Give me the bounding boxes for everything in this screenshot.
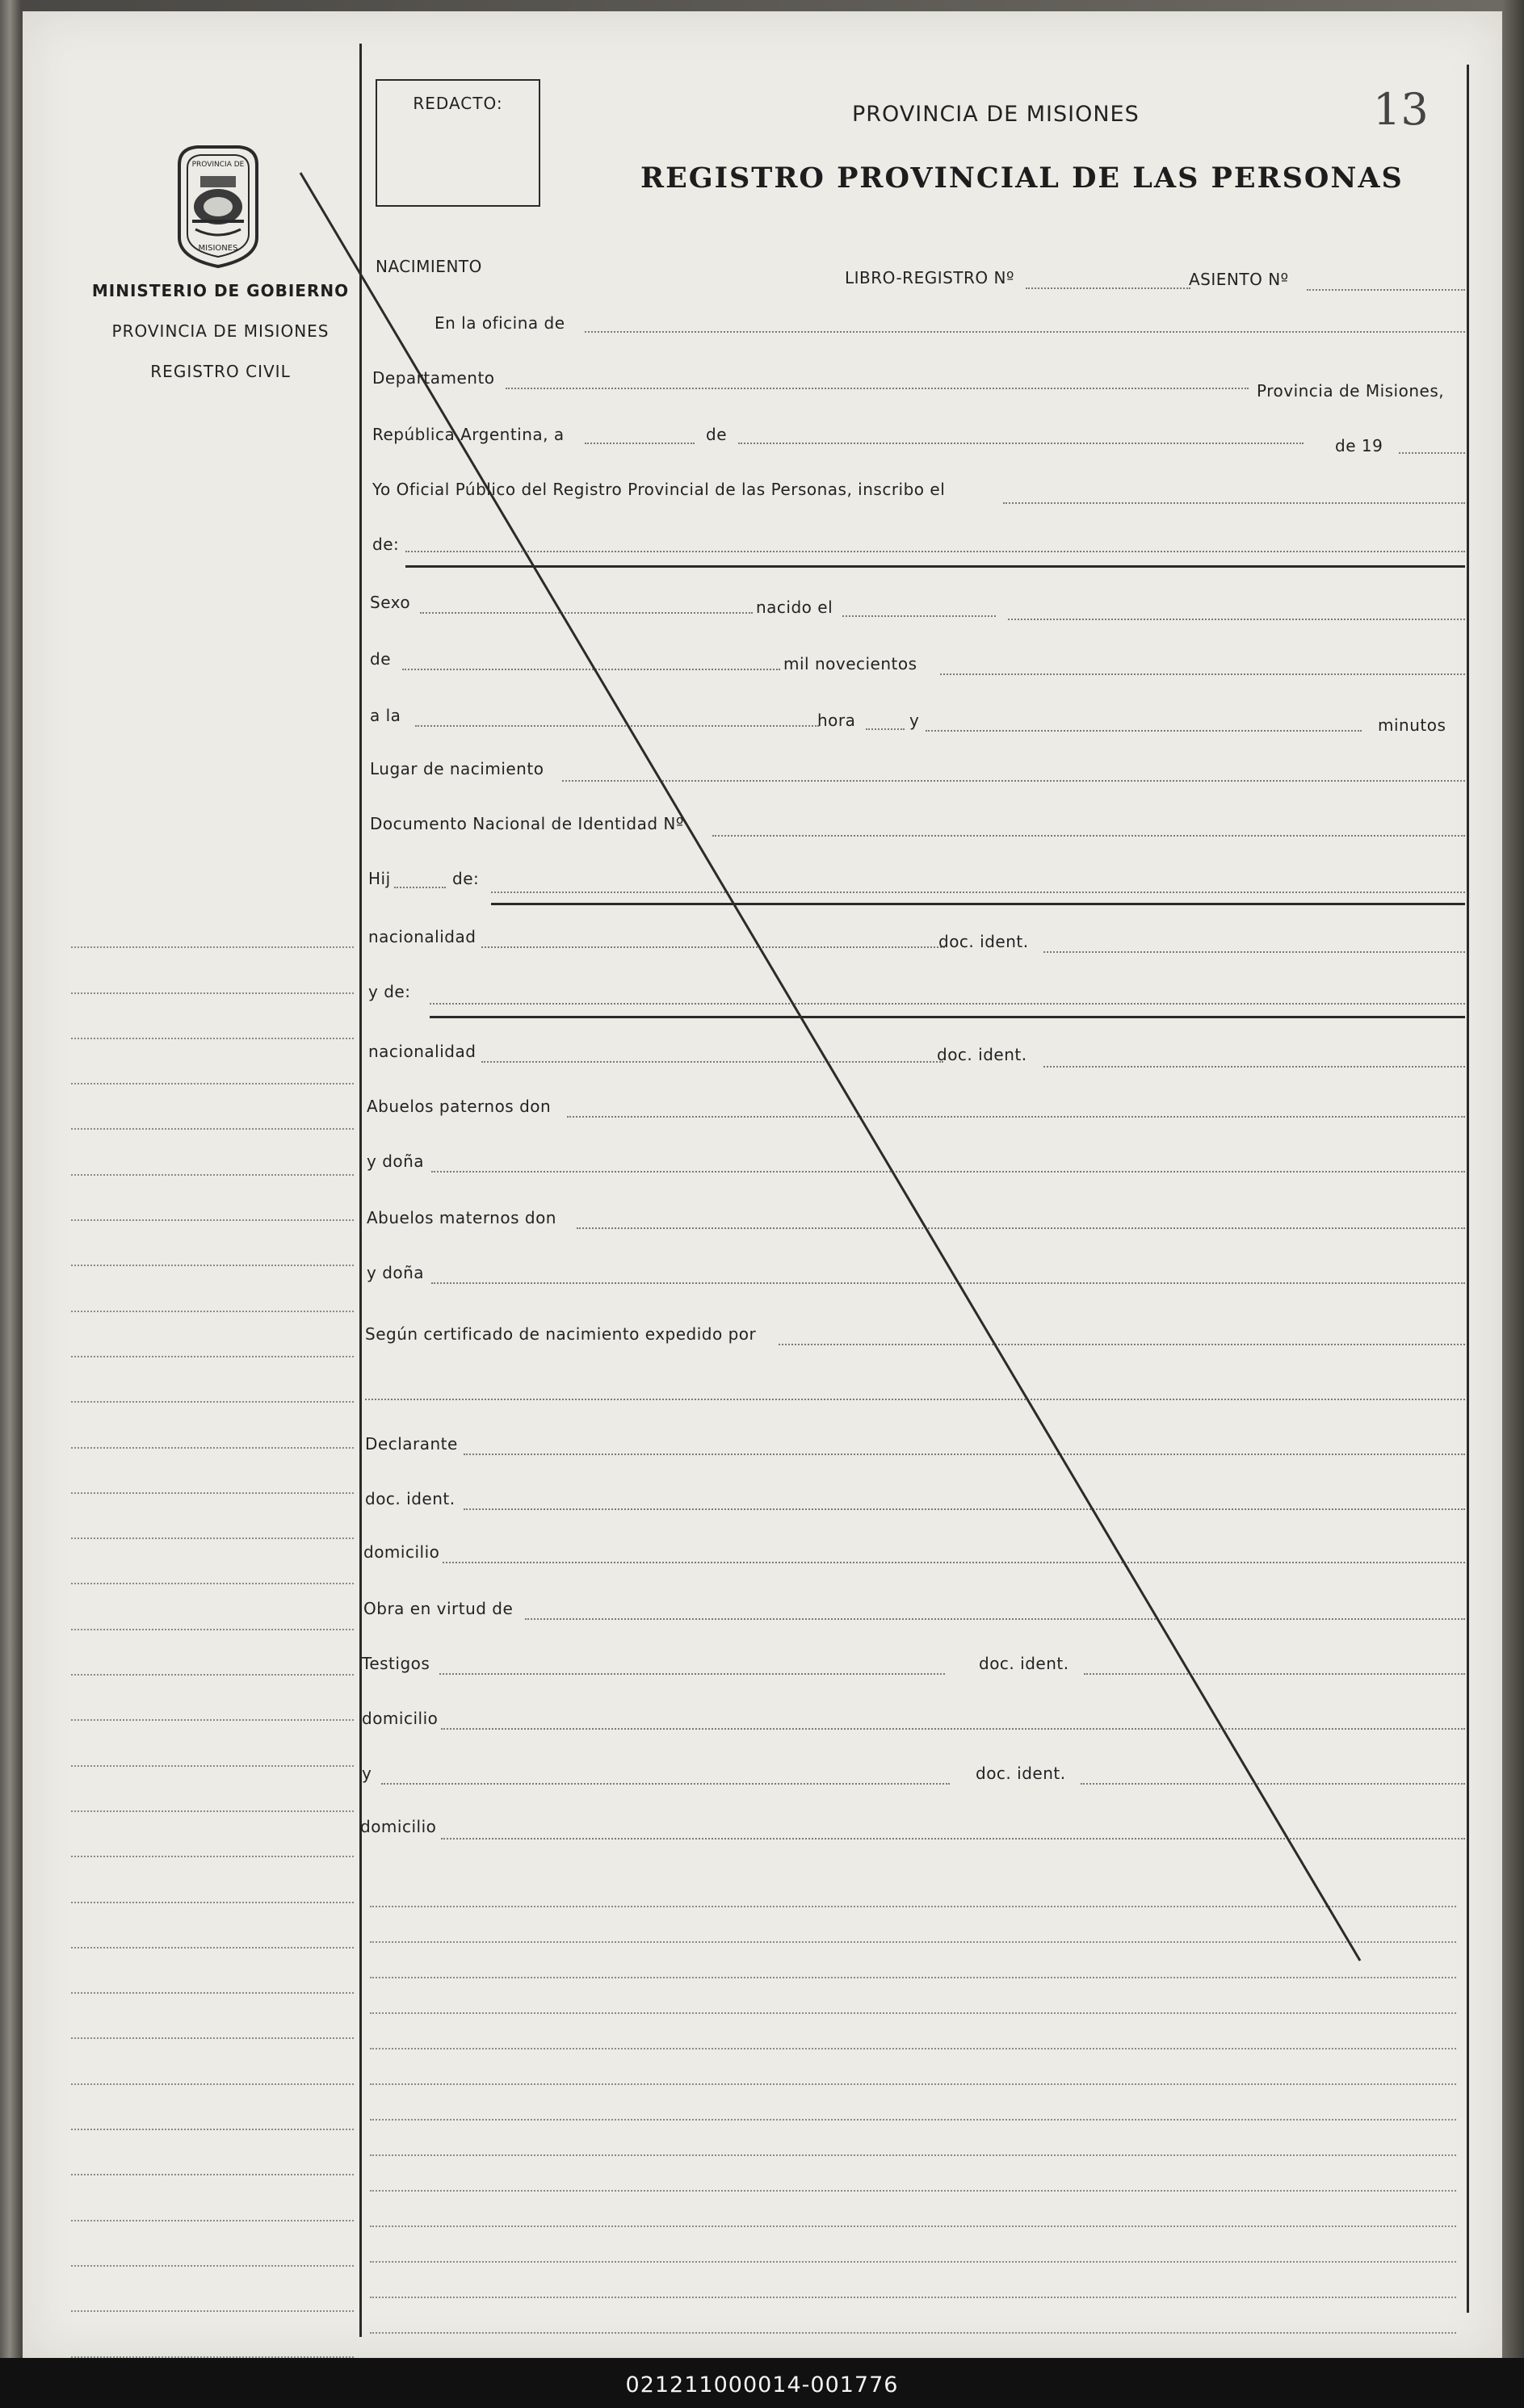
oficina-label: En la oficina de bbox=[435, 313, 565, 333]
doc-ident-1-label: doc. ident. bbox=[938, 932, 1029, 951]
doc-ident-5-label: doc. ident. bbox=[976, 1764, 1066, 1783]
mil-novecientos-label: mil novecientos bbox=[783, 654, 917, 673]
testigos-label: Testigos bbox=[362, 1654, 430, 1673]
registry-title: REGISTRO PROVINCIAL DE LAS PERSONAS bbox=[640, 162, 1404, 195]
segun-certificado-label: Según certificado de nacimiento expedido por bbox=[365, 1324, 757, 1344]
seal-bottom-text: MISIONES bbox=[198, 244, 238, 253]
diagonal-cancel-line bbox=[23, 11, 1502, 2361]
abuelos-maternos-label: Abuelos maternos don bbox=[367, 1208, 556, 1227]
ministry-label: MINISTERIO DE GOBIERNO bbox=[91, 281, 350, 300]
sexo-label: Sexo bbox=[370, 593, 411, 612]
republica-label: República Argentina, a bbox=[372, 425, 565, 444]
abuela-materna-label: y doña bbox=[367, 1263, 425, 1282]
domicilio-3-label: domicilio bbox=[360, 1817, 437, 1836]
lugar-nacimiento-label: Lugar de nacimiento bbox=[370, 759, 544, 778]
hij-label: Hij bbox=[368, 869, 391, 888]
minutos-label: minutos bbox=[1378, 715, 1446, 735]
de-19-label: de 19 bbox=[1335, 436, 1383, 455]
de-mes-label: de bbox=[370, 649, 391, 669]
obra-virtud-label: Obra en virtud de bbox=[363, 1599, 514, 1618]
left-province-label: PROVINCIA DE MISIONES bbox=[111, 321, 330, 341]
libro-registro-label: LIBRO-REGISTRO Nº bbox=[845, 268, 1014, 287]
de-label: de bbox=[706, 425, 727, 444]
nacido-el-label: nacido el bbox=[756, 598, 833, 617]
folio-number: 13 bbox=[1373, 84, 1429, 135]
asiento-label: ASIENTO Nº bbox=[1189, 270, 1289, 289]
seal-top-text: PROVINCIA DE bbox=[191, 161, 245, 169]
y-testigo-label: y bbox=[362, 1764, 372, 1783]
y-de-label: y de: bbox=[368, 982, 411, 1001]
barcode-text: 021211000014-001776 bbox=[625, 2372, 899, 2398]
padre-de-label: de: bbox=[452, 869, 480, 888]
y-label: y bbox=[909, 711, 920, 730]
domicilio-1-label: domicilio bbox=[363, 1542, 440, 1562]
doc-ident-3-label: doc. ident. bbox=[365, 1489, 456, 1508]
declarante-label: Declarante bbox=[365, 1434, 458, 1454]
province-heading: PROVINCIA DE MISIONES bbox=[852, 102, 1140, 127]
oficial-publico-label: Yo Oficial Público del Registro Provincial de las Personas, inscribo el bbox=[372, 480, 946, 499]
nacionalidad-1-label: nacionalidad bbox=[368, 927, 477, 946]
civil-registry-label: REGISTRO CIVIL bbox=[150, 362, 291, 381]
form-page bbox=[23, 11, 1502, 2361]
doc-ident-2-label: doc. ident. bbox=[937, 1045, 1027, 1064]
departamento-label: Departamento bbox=[372, 368, 495, 388]
provincia-misiones-label: Provincia de Misiones, bbox=[1257, 381, 1445, 401]
nacimiento-label: NACIMIENTO bbox=[376, 257, 482, 276]
abuela-paterna-label: y doña bbox=[367, 1152, 425, 1171]
redacto-label: REDACTO: bbox=[413, 94, 503, 113]
abuelos-paternos-label: Abuelos paternos don bbox=[367, 1097, 552, 1116]
doc-ident-4-label: doc. ident. bbox=[979, 1654, 1069, 1673]
a-la-label: a la bbox=[370, 706, 401, 725]
de-colon-label: de: bbox=[372, 535, 400, 554]
domicilio-2-label: domicilio bbox=[362, 1709, 439, 1728]
nacionalidad-2-label: nacionalidad bbox=[368, 1042, 477, 1061]
dni-label: Documento Nacional de Identidad Nº bbox=[370, 814, 684, 833]
hora-label: hora bbox=[817, 711, 856, 730]
